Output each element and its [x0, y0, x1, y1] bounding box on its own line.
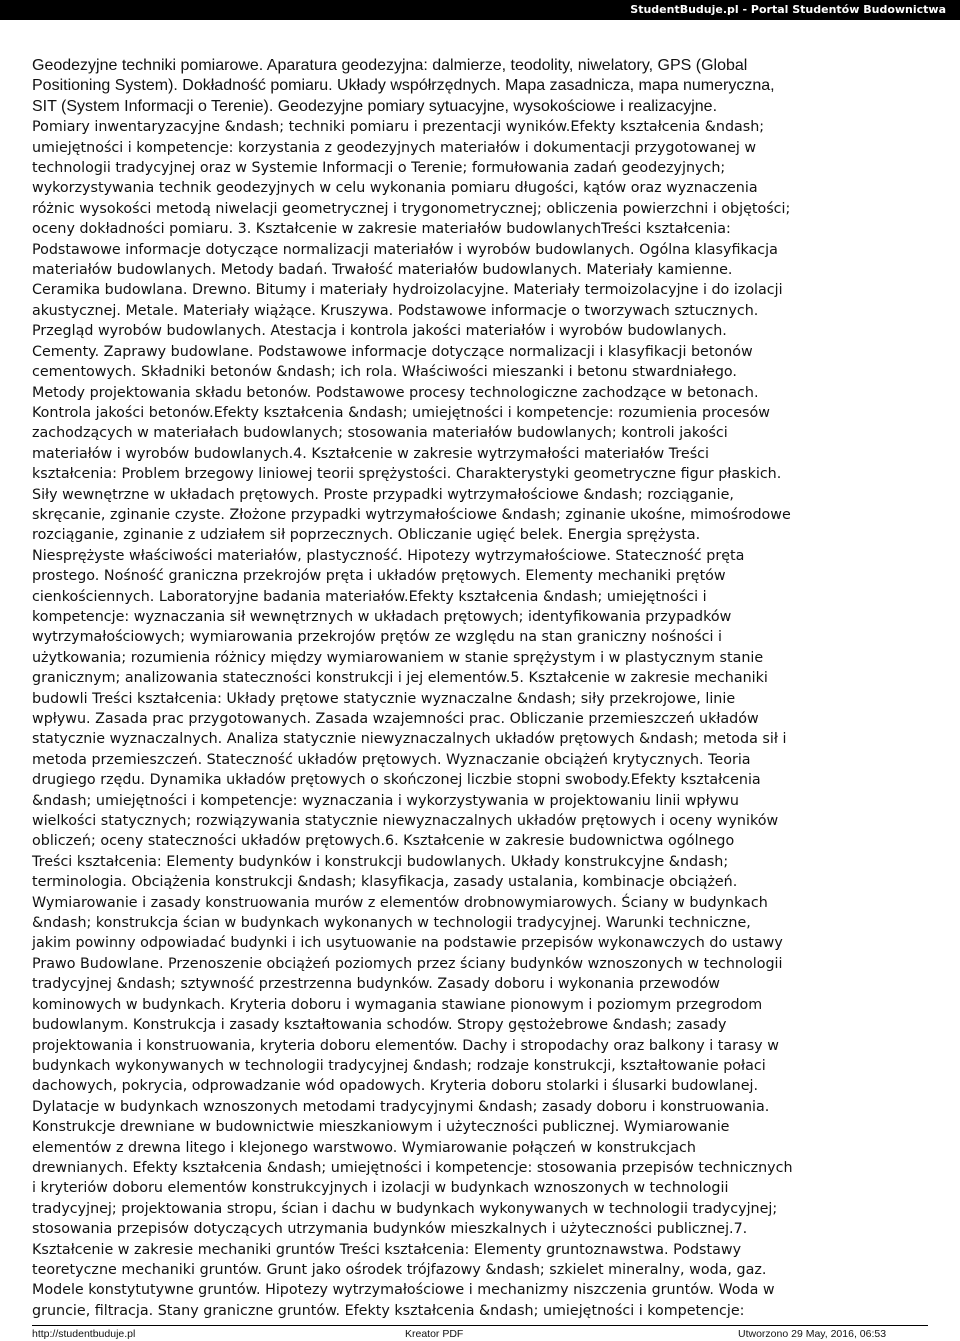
body-line: &ndash; umiejętności i kompetencje: wyznaczania i wykorzystywania w projektowaniu linii wpływu: [32, 792, 739, 809]
body-line: materiałów budowlanych. Metody badań. Trwałość materiałów budowlanych. Materiały kamienne.: [32, 262, 733, 279]
body-line: stosowania przepisów dotyczących utrzymania budynków mieszkalnych i użyteczności publicznej.7.: [32, 1221, 748, 1238]
body-line: Ceramika budowlana. Drewno. Bitumy i materiały hydroizolacyjne. Materiały termoizolacyjne i do izolacji: [32, 282, 783, 299]
body-line: Wymiarowanie i zasady konstruowania murów z elementów drobnowymiarowych. Ściany w budynkach: [32, 894, 768, 911]
body-line: technologii tradycyjnej oraz w Systemie Informacji o Terenie; formułowania zadań geodezyjnych;: [32, 160, 726, 177]
body-line: kominowych w budynkach. Kryteria doboru i wymagania stawiane pionowym i poziomym przegrodom: [32, 996, 763, 1013]
body-line: różnic wysokości metodą niwelacji geometrycznej i trygonometrycznej; obliczenia powierzchni i objętości;: [32, 200, 791, 217]
body-line: kształcenia: Problem brzegowy liniowej teorii sprężystości. Charakterystyki geometryczne figur płaskich.: [32, 466, 782, 483]
body-line: projektowania i konstruowania, kryteria doboru elementów. Dachy i stropodachy oraz balkony i tarasy w: [32, 1037, 779, 1054]
body-line: gruncie, filtracja. Stany graniczne gruntów. Efekty kształcenia &ndash; umiejętności i kompetencje:: [32, 1302, 745, 1319]
body-line: wielkości statycznych; rozwiązywania statycznie niewyznaczalnych układów prętowych i oceny wyników: [32, 813, 779, 830]
document-body: [32, 56, 932, 1321]
body-line: terminologia. Obciążenia konstrukcji &ndash; klasyfikacja, zasady ustalania, kombinacje obciążeń.: [32, 874, 738, 891]
footer-creator-text: Kreator PDF: [405, 1328, 464, 1340]
body-line: Positioning System). Dokładność pomiaru. Układy współrzędnych. Mapa zasadnicza, mapa numeryczna,: [32, 77, 775, 95]
body-line: statycznie wyznaczalnych. Analiza statycznie niewyznaczalnych układów prętowych &ndash; metoda sił i: [32, 731, 787, 748]
body-line: cienkościennych. Laboratoryjne badania materiałów.Efekty kształcenia &ndash; umiejętności i: [32, 588, 707, 605]
body-line: Geodezyjne techniki pomiarowe. Aparatura geodezyjna: dalmierze, teodolity, niwelatory, GPS (Global: [32, 57, 748, 74]
body-line: Prawo Budowlane. Przenoszenie obciążeń poziomych przez ściany budynków wznoszonych w technologii: [32, 955, 783, 972]
body-line: akustycznej. Metale. Materiały wiążące. Kruszywa. Podstawowe informacje o tworzywach sztucznych.: [32, 302, 759, 319]
site-header-bar: [0, 0, 960, 20]
footer-created-date: Utworzono 29 May, 2016, 06:53: [738, 1328, 887, 1340]
body-line: użytkowania; rozumienia różnicy między wymiarowaniem w stanie sprężystym i w plastycznym stanie: [32, 649, 764, 666]
body-line: metoda przemieszczeń. Stateczność układów prętowych. Wyznaczanie obciążeń krytycznych. Teoria: [32, 751, 751, 768]
body-line: materiałów i wyrobów budowlanych.4. Kształcenie w zakresie wytrzymałości materiałów Treści: [32, 445, 709, 462]
body-line: &ndash; konstrukcja ścian w budynkach wykonanych w technologii tradycyjnej. Warunki techniczne,: [32, 915, 751, 932]
footer-url-link[interactable]: http://studentbuduje.pl: [32, 1328, 136, 1340]
body-line: umiejętności i kompetencje: korzystania z geodezyjnych materiałów i dokumentacji przygotowanej w: [32, 139, 757, 156]
body-line: Pomiary inwentaryzacyjne &ndash; techniki pomiaru i prezentacji wyników.Efekty kształcenia &ndash;: [32, 119, 765, 136]
body-line: zachodzących w materiałach budowlanych; stosowania materiałów budowlanych; kontroli jakości: [32, 425, 728, 442]
body-line: rozciąganie, zginanie z udziałem sił poprzecznych. Obliczanie ugięć belek. Energia sprężysta.: [32, 527, 701, 544]
body-line: tradycyjnej &ndash; sztywność przestrzenna budynków. Zasady doboru i wykonania przewodów: [32, 976, 720, 993]
body-line: obliczeń; oceny stateczności układów prętowych.6. Kształcenie w zakresie budownictwa ogólnego: [32, 833, 735, 850]
body-line: Kontrola jakości betonów.Efekty kształcenia &ndash; umiejętności i kompetencje: rozumienia procesów: [32, 404, 770, 421]
body-line: Kształcenie w zakresie mechaniki gruntów Treści kształcenia: Elementy gruntoznawstwa. Podstawy: [32, 1241, 742, 1258]
body-line: wpływu. Zasada prac przygotowanych. Zasada wzajemności prac. Obliczanie przemieszczeń układów: [32, 711, 759, 727]
body-line: drewnianych. Efekty kształcenia &ndash; umiejętności i kompetencje: stosowania przepisów technicznych: [32, 1159, 793, 1176]
body-line: wytrzymałościowych; wymiarowania przekrojów prętów ze względu na stan graniczny nośności i: [32, 629, 723, 646]
body-line: budowli Treści kształcenia: Układy prętowe statycznie wyznaczalne &ndash; siły przekrojowe, linie: [32, 690, 736, 707]
body-line: prostego. Nośność graniczna przekrojów pręta i układów prętowych. Elementy mechaniki prętów: [32, 568, 726, 585]
body-line: drugiego rzędu. Dynamika układów prętowych o skończonej liczbie stopni swobody.Efekty kształcenia: [32, 772, 761, 789]
body-line: dachowych, pokrycia, odprowadzanie wód opadowych. Kryteria doboru stolarki i ślusarki budowlanej.: [32, 1078, 759, 1095]
body-line: Treści kształcenia: Elementy budynków i konstrukcji budowlanych. Układy konstrukcyjne &ndash;: [32, 853, 729, 870]
body-line: tradycyjnej; projektowania stropu, ścian i dachu w budynkach wykonywanych w technologii tradycyjnej;: [32, 1200, 778, 1217]
body-line: cementowych. Składniki betonów &ndash; ich rola. Właściwości mieszanki i betonu stwardniałego.: [32, 364, 737, 381]
body-line: budowlanym. Konstrukcja i zasady kształtowania schodów. Stropy gęstożebrowe &ndash; zasady: [32, 1017, 727, 1034]
body-line: elementów z drewna litego i klejonego warstwowo. Wymiarowanie połączeń w konstrukcjach: [32, 1139, 696, 1156]
body-line: jakim powinny odpowiadać budynki i ich usytuowanie na podstawie przepisów wykonawczych do ustawy: [32, 935, 783, 952]
body-line: Metody projektowania składu betonów. Podstawowe procesy technologiczne zachodzące w betonach.: [32, 384, 759, 401]
body-line: i kryteriów doboru elementów konstrukcyjnych i izolacji w budynkach wznoszonych w technologii: [32, 1180, 729, 1197]
body-line: Przegląd wyrobów budowlanych. Atestacja i kontrola jakości materiałów i wyrobów budowlanych.: [32, 323, 727, 340]
body-line: Cementy. Zaprawy budowlane. Podstawowe informacje dotyczące normalizacji i klasyfikacji betonów: [32, 343, 753, 360]
body-line: Siły wewnętrzne w układach prętowych. Proste przypadki wytrzymałościowe &ndash; rozciąganie,: [32, 486, 734, 503]
body-line: oceny dokładności pomiaru. 3. Kształcenie w zakresie materiałów budowlanychTreści kształcenia:: [32, 221, 731, 238]
body-line: SIT (System Informacji o Terenie). Geodezyjne pomiary sytuacyjne, wysokościowe i realizacyjne.: [32, 97, 718, 115]
body-line: budynkach wykonywanych w technologii tradycyjnej &ndash; rodzaje konstrukcji, kształtowanie połaci: [32, 1057, 766, 1074]
body-line: skręcanie, zginanie czyste. Złożone przypadki wytrzymałościowe &ndash; zginanie ukośne, mimośrodowe: [32, 506, 791, 523]
footer-divider: [32, 1325, 928, 1326]
body-line: Konstrukcje drewniane w budownictwie mieszkaniowym i użyteczności publicznej. Wymiarowanie: [32, 1119, 730, 1136]
body-line: wykorzystywania technik geodezyjnych w celu wykonania pomiaru długości, kątów oraz wyznaczenia: [32, 180, 758, 197]
body-line: Niesprężyste właściwości materiałów, plastyczność. Hipotezy wytrzymałościowe. Stateczność pręta: [32, 547, 745, 564]
body-line: Modele konstytutywne gruntów. Hipotezy wytrzymałościowe i mechanizmy niszczenia gruntów. Woda w: [32, 1282, 775, 1299]
body-line: teoretyczne mechaniki gruntów. Grunt jako ośrodek trójfazowy &ndash; szkielet mineralny, woda, gaz.: [32, 1261, 767, 1278]
site-title: StudentBuduje.pl - Portal Studentów Budownictwa: [630, 3, 946, 16]
body-line: Dylatacje w budynkach wznoszonych metodami tradycyjnymi &ndash; zasady doboru i konstruowania.: [32, 1098, 770, 1115]
body-line: kompetencje: wyznaczania sił wewnętrznych w układach prętowych; identyfikowania przypadków: [32, 608, 732, 625]
body-line: granicznym; analizowania stateczności konstrukcji i jej elementów.5. Kształcenie w zakresie mechaniki: [32, 670, 768, 687]
body-line: Podstawowe informacje dotyczące normalizacji materiałów i wyrobów budowlanych. Ogólna klasyfikacja: [32, 241, 778, 258]
